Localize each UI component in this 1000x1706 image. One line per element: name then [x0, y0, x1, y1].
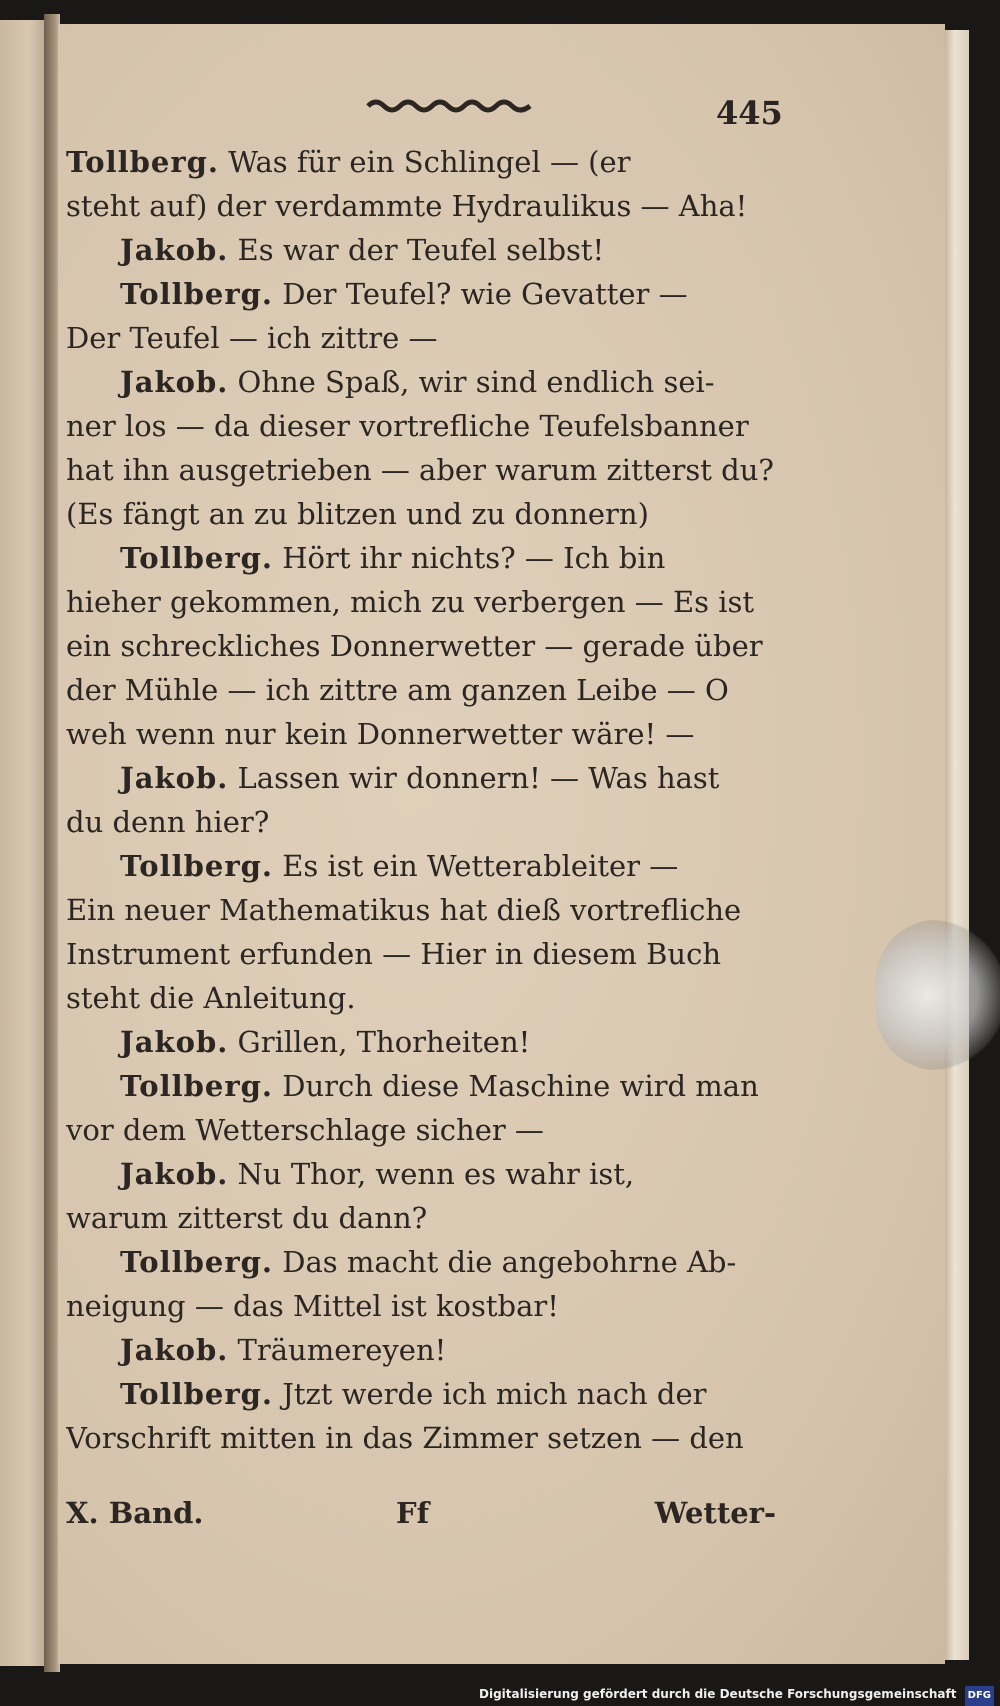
text-line: [66, 1152, 776, 1196]
speaker-name: Tollberg.: [66, 145, 220, 179]
volume-label: X. Band.: [66, 1496, 204, 1530]
text-line: [66, 976, 776, 1020]
line-text: Durch diese Maschine wird man: [273, 1069, 759, 1103]
page-edge: [945, 30, 969, 1660]
text-line: [66, 800, 776, 844]
line-text: Der Teufel — ich zittre —: [66, 321, 438, 355]
speaker-name: Tollberg.: [120, 1377, 274, 1411]
speaker-name: Jakob.: [120, 233, 229, 267]
line-text: ein schreckliches Donnerwetter — gerade über: [66, 629, 763, 663]
speaker-name: Jakob.: [120, 1157, 229, 1191]
line-text: vor dem Wetterschlage sicher —: [66, 1113, 544, 1147]
text-line: [66, 228, 776, 272]
speaker-name: Jakob.: [120, 1333, 229, 1367]
line-text: der Mühle — ich zittre am ganzen Leibe — O: [66, 673, 729, 707]
text-line: [66, 580, 776, 624]
text-line: [66, 404, 776, 448]
line-text: Hört ihr nichts? — Ich bin: [273, 541, 666, 575]
line-text: Was für ein Schlingel — (er: [219, 145, 631, 179]
text-line: [66, 140, 776, 184]
text-line: [66, 448, 776, 492]
speaker-name: Tollberg.: [120, 1245, 274, 1279]
page-footer: [66, 1496, 776, 1540]
line-text: (Es fängt an zu blitzen und zu donnern): [66, 497, 649, 531]
signature-mark: Ff: [396, 1496, 430, 1530]
text-line: [66, 932, 776, 976]
line-text: Vorschrift mitten in das Zimmer setzen — den: [66, 1421, 744, 1455]
catchword: Wetter-: [654, 1496, 776, 1530]
line-text: warum zitterst du dann?: [66, 1201, 428, 1235]
text-line: [66, 668, 776, 712]
line-text: ner los — da dieser vortrefliche Teufelsbanner: [66, 409, 749, 443]
page-clip: [876, 920, 1000, 1070]
line-text: Lassen wir donnern! — Was hast: [228, 761, 720, 795]
text-line: [66, 1416, 776, 1460]
line-text: Der Teufel? wie Gevatter —: [273, 277, 688, 311]
line-text: steht die Anleitung.: [66, 981, 356, 1015]
speaker-name: Tollberg.: [120, 541, 274, 575]
page-number: 445: [716, 94, 783, 132]
line-text: hat ihn ausgetrieben — aber warum zitterst du?: [66, 453, 774, 487]
dfg-logo: DFG: [965, 1686, 994, 1706]
speaker-name: Jakob.: [120, 761, 229, 795]
text-line: [66, 1240, 776, 1284]
line-text: Ohne Spaß, wir sind endlich sei-: [228, 365, 715, 399]
text-line: [66, 624, 776, 668]
line-text: Es war der Teufel selbst!: [228, 233, 605, 267]
line-text: steht auf) der verdammte Hydraulikus — Aha!: [66, 189, 748, 223]
line-text: Instrument erfunden — Hier in diesem Buch: [66, 937, 722, 971]
text-line: [66, 1064, 776, 1108]
speaker-name: Jakob.: [120, 365, 229, 399]
speaker-name: Tollberg.: [120, 849, 274, 883]
text-line: [66, 844, 776, 888]
text-line: [66, 184, 776, 228]
line-text: hieher gekommen, mich zu verbergen — Es ist: [66, 585, 755, 619]
text-line: [66, 1284, 776, 1328]
text-line: [66, 888, 776, 932]
line-text: Jtzt werde ich mich nach der: [273, 1377, 707, 1411]
text-line: [66, 316, 776, 360]
text-line: [66, 492, 776, 536]
text-line: [66, 1328, 776, 1372]
line-text: Träumereyen!: [228, 1333, 447, 1367]
line-text: weh wenn nur kein Donnerwetter wäre! —: [66, 717, 695, 751]
credit-text: Digitalisierung gefördert durch die Deutsche Forschungsgemeinschaft: [479, 1687, 957, 1701]
line-text: neigung — das Mittel ist kostbar!: [66, 1289, 559, 1323]
text-line: [66, 712, 776, 756]
left-page-fragment: [0, 20, 48, 1666]
line-text: Nu Thor, wenn es wahr ist,: [228, 1157, 635, 1191]
text-line: [66, 536, 776, 580]
line-text: Das macht die angebohrne Ab-: [273, 1245, 737, 1279]
text-line: [66, 360, 776, 404]
text-line: [66, 1108, 776, 1152]
line-text: Grillen, Thorheiten!: [228, 1025, 531, 1059]
line-text: du denn hier?: [66, 805, 270, 839]
text-line: [66, 1196, 776, 1240]
line-text: Ein neuer Mathematikus hat dieß vortrefliche: [66, 893, 742, 927]
body-text: [66, 140, 776, 1460]
text-line: [66, 272, 776, 316]
text-line: [66, 1020, 776, 1064]
speaker-name: Jakob.: [120, 1025, 229, 1059]
digitization-credit: [479, 1684, 994, 1704]
line-text: Es ist ein Wetterableiter —: [273, 849, 679, 883]
speaker-name: Tollberg.: [120, 277, 274, 311]
speaker-name: Tollberg.: [120, 1069, 274, 1103]
text-line: [66, 756, 776, 800]
text-line: [66, 1372, 776, 1416]
header-ornament: [366, 96, 534, 116]
